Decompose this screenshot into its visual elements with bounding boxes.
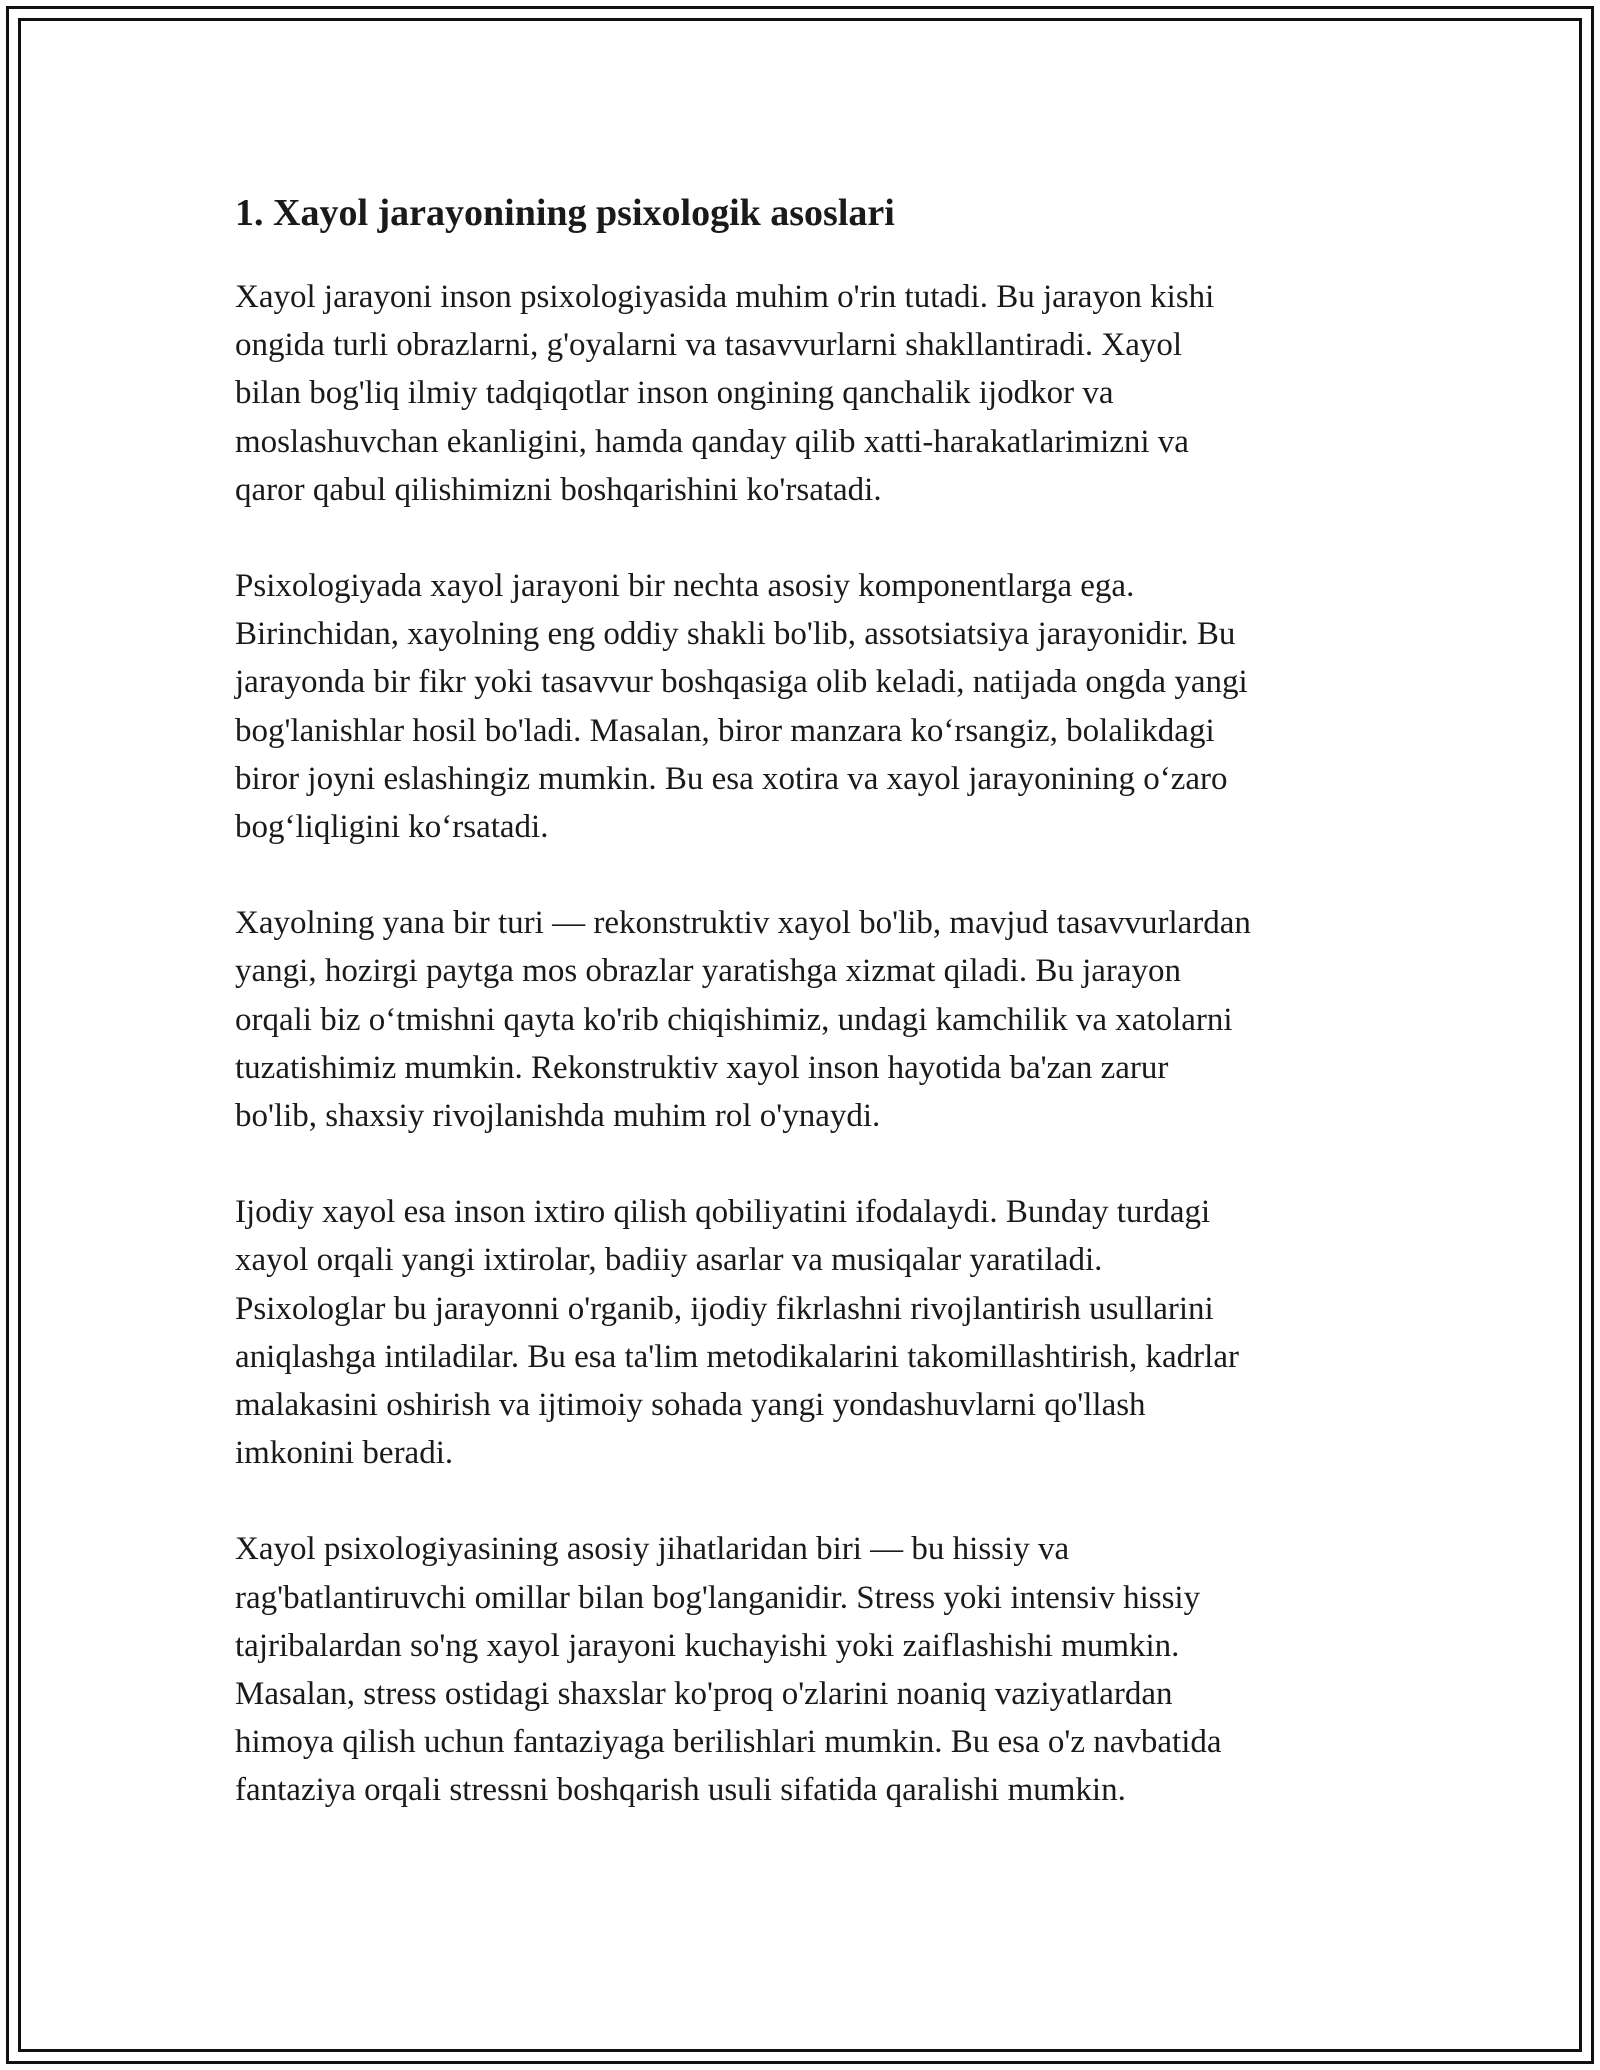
paragraph-line: Psixologlar bu jarayonni o'rganib, ijodiy fikrlashni rivojlantirish usullarini: [235, 1290, 1214, 1327]
paragraph-line: fantaziya orqali stressni boshqarish usuli sifatida qaralishi mumkin.: [235, 1772, 1126, 1809]
section-title: 1. Xayol jarayonining psixologik asoslari: [235, 192, 895, 234]
paragraph-1: [235, 273, 1385, 514]
paragraph-5: [235, 1525, 1385, 1814]
paragraph-line: moslashuvchan ekanligini, hamda qanday qilib xatti-harakatlarimizni va: [235, 423, 1189, 460]
paragraph-line: Ijodiy xayol esa inson ixtiro qilish qobiliyatini ifodalaydi. Bunday turdagi: [235, 1194, 1211, 1231]
paragraph-line: malakasini oshirish va ijtimoiy sohada yangi yondashuvlarni qo'llash: [235, 1387, 1146, 1424]
paragraph-line: Xayol jarayoni inson psixologiyasida muhim o'rin tutadi. Bu jarayon kishi: [235, 279, 1215, 315]
paragraph-line: Psixologiyada xayol jarayoni bir nechta asosiy komponentlarga ega.: [235, 568, 1135, 605]
paragraph-line: ongida turli obrazlarni, g'oyalarni va tasavvurlarni shakllantiradi. Xayol: [235, 327, 1183, 364]
paragraph-line: rag'batlantiruvchi omillar bilan bog'langanidir. Stress yoki intensiv hissiy: [235, 1579, 1201, 1616]
paragraph-line: tuzatishimiz mumkin. Rekonstruktiv xayol inson hayotida ba'zan zarur: [235, 1049, 1169, 1086]
paragraph-line: bog'lanishlar hosil bo'ladi. Masalan, biror manzara ko‘rsangiz, bolalikdagi: [235, 712, 1215, 749]
paragraph-line: bog‘liqligini ko‘rsatadi.: [235, 809, 549, 846]
paragraph-line: orqali biz o‘tmishni qayta ko'rib chiqishimiz, undagi kamchilik va xatolarni: [235, 1001, 1233, 1038]
paragraph-4: [235, 1188, 1385, 1477]
paragraph-line: Xayol psixologiyasining asosiy jihatlaridan biri — bu hissiy va: [235, 1531, 1070, 1568]
paragraph-line: Masalan, stress ostidagi shaxslar ko'proq o'zlarini noaniq vaziyatlardan: [235, 1676, 1173, 1713]
paragraph-line: qaror qabul qilishimizni boshqarishini ko'rsatadi.: [235, 471, 882, 508]
paragraph-2: [235, 562, 1385, 851]
paragraph-list: [235, 273, 1385, 1815]
paragraph-line: tajribalardan so'ng xayol jarayoni kuchayishi yoki zaiflashishi mumkin.: [235, 1627, 1180, 1664]
paragraph-line: aniqlashga intiladilar. Bu esa ta'lim metodikalarini takomillashtirish, kadrlar: [235, 1338, 1239, 1375]
paragraph-line: xayol orqali yangi ixtirolar, badiiy asarlar va musiqalar yaratiladi.: [235, 1242, 1103, 1279]
paragraph-line: bilan bog'liq ilmiy tadqiqotlar inson ongining qanchalik ijodkor va: [235, 375, 1114, 412]
document-body: [235, 185, 1385, 1863]
paragraph-line: imkonini beradi.: [235, 1435, 454, 1472]
paragraph-line: Xayolning yana bir turi — rekonstruktiv xayol bo'lib, mavjud tasavvurlardan: [235, 905, 1251, 942]
paragraph-line: himoya qilish uchun fantaziyaga berilishlari mumkin. Bu esa o'z navbatida: [235, 1724, 1222, 1761]
paragraph-line: biror joyni eslashingiz mumkin. Bu esa xotira va xayol jarayonining o‘zaro: [235, 760, 1228, 797]
paragraph-line: bo'lib, shaxsiy rivojlanishda muhim rol o'ynaydi.: [235, 1098, 881, 1135]
paragraph-line: yangi, hozirgi paytga mos obrazlar yaratishga xizmat qiladi. Bu jarayon: [235, 953, 1182, 990]
paragraph-3: [235, 899, 1385, 1140]
paragraph-line: Birinchidan, xayolning eng oddiy shakli bo'lib, assotsiatsiya jarayonidir. Bu: [235, 616, 1236, 653]
paragraph-line: jarayonda bir fikr yoki tasavvur boshqasiga olib keladi, natijada ongda yangi: [235, 664, 1248, 701]
